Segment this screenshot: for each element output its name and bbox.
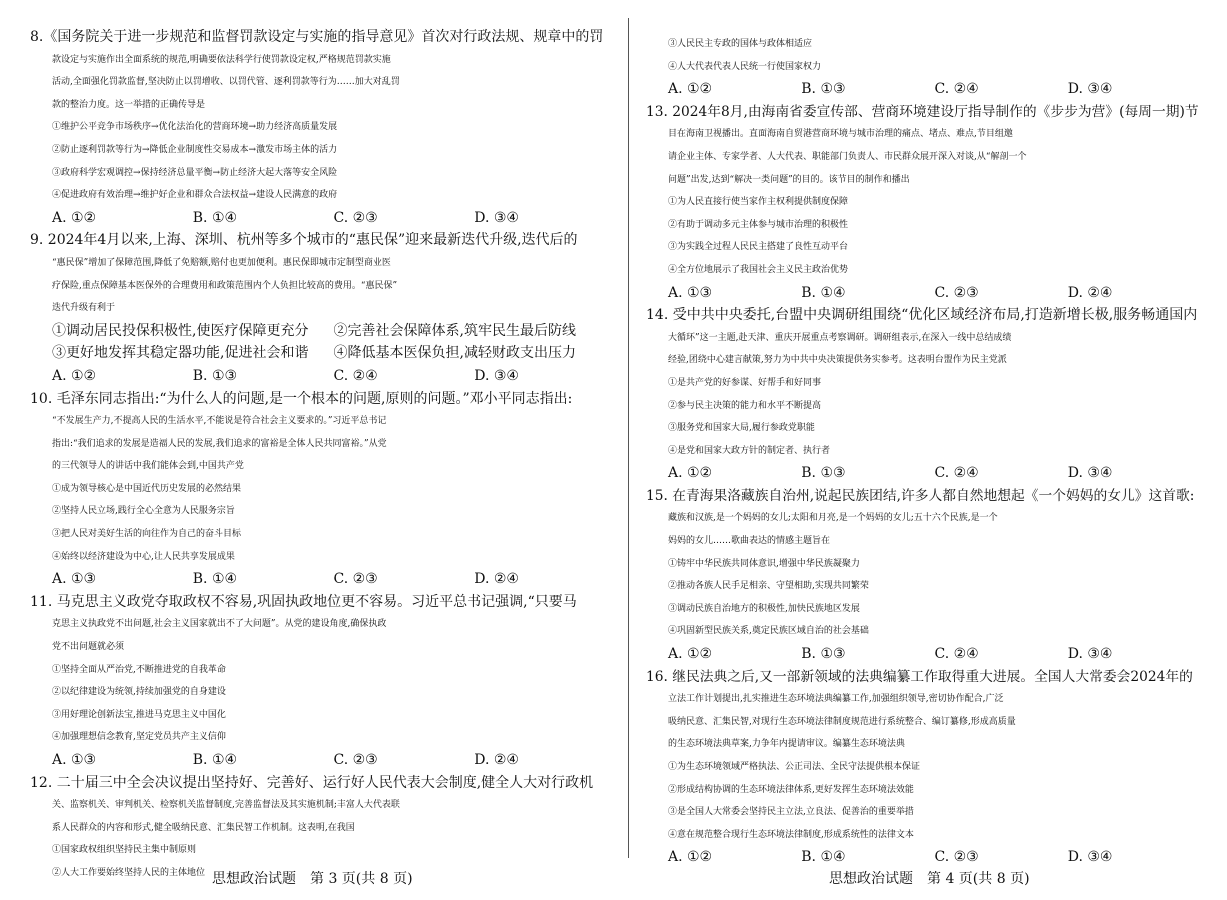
question-stem-line: 经验,团绕中心建言献策,努力为中共中央决策提供务实参考。这表明台盟作为民主党派	[668, 355, 1007, 366]
statement-item: ④促进政府有效治理→维护好企业和群众合法权益→建设人民满意的政府	[52, 190, 338, 201]
question-stem-line: “惠民保”增加了保障范围,降低了免赔额,赔付也更加便利。惠民保即城市定制型商业医	[52, 257, 391, 268]
answer-option: B. ①③	[801, 81, 846, 98]
answer-option: A. ①②	[52, 367, 97, 384]
statement-pair-row	[30, 320, 615, 343]
answer-option: B. ①④	[192, 752, 238, 768]
statement-item: ③用好理论创新法宝,推进马克思主义中国化	[52, 709, 226, 720]
answer-option: D. ③④	[1067, 646, 1113, 663]
answer-option: D. ③④	[474, 209, 519, 226]
statement-item: ④人大代表代表人民统一行使国家权力	[668, 61, 822, 72]
question-stem-line: 15. 在青海果洛藏族自治州,说起民族团结,许多人都自然地想起《一个妈妈的女儿》这首歌:	[646, 487, 1195, 504]
statement-item: ②以纪律建设为统领,持续加强党的自身建设	[52, 687, 226, 698]
right-page	[646, 33, 1201, 869]
statement-item: ③人民民主专政的国体与政体相适应	[668, 39, 813, 49]
answer-option: C. ②③	[333, 571, 378, 588]
answer-option: C. ②④	[934, 465, 979, 482]
right-page-footer: 思想政治试题 第 4 页(共 8 页)	[829, 871, 1030, 887]
question-stem-line: 13. 2024年8月,由海南省委宣传部、营商环境建设厅指导制作的《步步为营》(每周一期)节	[646, 103, 1199, 120]
statement-item: ④全方位地展示了我国社会主义民主政治优势	[668, 264, 849, 275]
statement-item: ②人大工作要始终坚持人民的主体地位	[52, 867, 206, 878]
statement-item: ②有助于调动多元主体参与城市治理的积极性	[668, 219, 849, 230]
answer-options	[646, 282, 1201, 305]
answer-option: A. ①③	[52, 752, 97, 768]
statement-item: ②防止逐利罚款等行为→降低企业制度性交易成本→激发市场主体的活力	[52, 144, 338, 155]
question-block	[646, 485, 1201, 666]
question-block	[30, 26, 615, 229]
answer-options	[30, 365, 615, 388]
answer-option: D. ③④	[1067, 465, 1113, 482]
question-stem-line: 11. 马克思主义政党夺取政权不容易,巩固执政地位更不容易。习近平总书记强调,“只要马	[30, 593, 577, 610]
answer-options	[30, 749, 615, 772]
statement-item: ③调动民族自治地方的积极性,加快民族地区发展	[668, 603, 860, 614]
statement-item: ④降低基本医保负担,减轻财政支出压力	[333, 345, 576, 362]
answer-option: B. ①④	[801, 284, 846, 301]
statement-item: ②完善社会保障体系,筑牢民生最后防线	[333, 322, 576, 339]
question-stem-line: 吸纳民意、汇集民智,对现行生态环境法律制度规范进行系统整合、编订纂修,形成高质量	[668, 716, 1016, 727]
answer-option: D. ③④	[1067, 849, 1113, 866]
statement-item: ④始终以经济建设为中心,让人民共享发展成果	[52, 551, 235, 562]
question-stem-line: 党不出问题就必须	[52, 642, 125, 653]
question-stem-line: 立法工作计划提出,扎实推进生态环境法典编纂工作,加强组织领导,密切协作配合,广泛	[668, 694, 1004, 705]
question-stem-line: 的生态环境法典草案,力争年内提请审议。编纂生态环境法典	[668, 739, 905, 750]
question-block	[646, 101, 1201, 304]
statement-pair-row	[30, 342, 615, 365]
statement-item: ④加强理想信念教育,坚定党员共产主义信仰	[52, 732, 226, 743]
question-stem-line: 10. 毛泽东同志指出:“为什么人的问题,是一个根本的问题,原则的问题。”邓小平同志指出:	[30, 390, 573, 407]
question-stem-line: 目在海南卫视播出。直面海南自贸港营商环境与城市治理的痛点、堵点、难点,节目组邀	[668, 129, 1013, 140]
question-stem-line: 款设定与实施作出全面系统的规范,明确要依法科学行使罚款设定权,严格规范罚款实施	[52, 54, 391, 65]
question-stem-line: 9. 2024年4月以来,上海、深圳、杭州等多个城市的“惠民保”迎来最新迭代升级,迭代后的	[30, 232, 578, 249]
answer-option: C. ②④	[934, 81, 979, 98]
question-stem-line: 克思主义执政党不出问题,社会主义国家就出不了大问题”。从党的建设角度,确保执政	[52, 619, 387, 630]
answer-option: A. ①②	[52, 209, 97, 226]
question-stem-line: 14. 受中共中央委托,台盟中央调研组围绕“优化区域经济布局,打造新增长极,服务畅通国内	[646, 307, 1198, 324]
question-stem-line: 妈妈的女儿……歌曲表达的情感主题旨在	[668, 536, 831, 547]
answer-option: B. ①④	[192, 209, 238, 226]
statement-item: ①调动居民投保积极性,使医疗保障更充分	[52, 322, 309, 339]
statement-item: ①成为领导核心是中国近代历史发展的必然结果	[52, 483, 242, 494]
page-divider	[628, 18, 629, 858]
question-stem-line: 16. 继民法典之后,又一部新领域的法典编纂工作取得重大进展。全国人大常委会2024年的	[646, 668, 1193, 685]
question-block	[30, 229, 615, 387]
answer-option: C. ②④	[934, 646, 979, 663]
answer-option: A. ①②	[668, 646, 713, 663]
statement-item: ①国家政权组织坚持民主集中制原则	[52, 845, 197, 856]
statement-item: ①坚持全面从严治党,不断推进党的自我革命	[52, 664, 226, 675]
statement-item: ④是党和国家大政方针的制定者、执行者	[668, 445, 831, 456]
answer-options	[30, 568, 615, 591]
question-stem-line: 疗保险,重点保障基本医保外的合理费用和政策范围内个人负担比较高的费用。“惠民保”	[52, 280, 398, 291]
question-stem-line: 指出:“我们追求的发展是造福人民的发展,我们追求的富裕是全体人民共同富裕。”从党	[52, 438, 387, 449]
answer-option: B. ①③	[192, 367, 238, 384]
statement-item: ④意在规范整合现行生态环境法律制度,形成系统性的法律文本	[668, 829, 914, 840]
statement-item: ②坚持人民立场,践行全心全意为人民服务宗旨	[52, 506, 235, 517]
answer-option: C. ②④	[333, 367, 378, 384]
question-stem-line: 12. 二十届三中全会决议提出坚持好、完善好、运行好人民代表大会制度,健全人大对行政机	[30, 774, 594, 791]
answer-option: A. ①③	[52, 571, 97, 588]
answer-option: B. ①④	[192, 571, 238, 588]
question-stem-line: 关、监察机关、审判机关、检察机关监督制度,完善监督法及其实施机制;丰富人大代表联	[52, 800, 400, 811]
question-stem-line: 款的整治力度。这一举措的正确传导是	[52, 99, 206, 110]
answer-option: A. ①③	[668, 284, 713, 301]
statement-item: ②推动各族人民手足相亲、守望相助,实现共同繁荣	[668, 581, 869, 592]
answer-option: A. ①②	[668, 465, 713, 482]
question-block	[646, 666, 1201, 869]
question-stem-line: “不发展生产力,不提高人民的生活水平,不能说是符合社会主义要求的。”习近平总书记	[52, 416, 387, 427]
left-page	[30, 26, 615, 885]
answer-option: B. ①③	[801, 465, 846, 482]
statement-item: ②形成结构协调的生态环境法律体系,更好发挥生态环境法效能	[668, 784, 914, 795]
statement-item: ①为人民直接行使当家作主权利提供制度保障	[668, 197, 849, 208]
answer-options	[30, 207, 615, 230]
statement-item: ①为生态环境领域严格执法、公正司法、全民守法提供根本保证	[668, 762, 921, 772]
statement-item: ③政府科学宏观调控→保持经济总量平衡→防止经济大起大落等安全风险	[52, 167, 338, 178]
statement-item: ③是全国人大常委会坚持民主立法,立良法、促善治的重要举措	[668, 807, 914, 818]
statement-item: ①铸牢中华民族共同体意识,增强中华民族凝聚力	[668, 558, 860, 569]
answer-option: C. ②③	[934, 849, 979, 866]
question-block	[646, 304, 1201, 485]
left-page-footer: 思想政治试题 第 3 页(共 8 页)	[212, 871, 413, 887]
statement-item: ①是共产党的好参谋、好帮手和好同事	[668, 377, 822, 388]
question-stem-line: 的三代领导人的讲话中我们能体会到,中国共产党	[52, 461, 244, 472]
statement-item: ③把人民对美好生活的向往作为自己的奋斗目标	[52, 529, 242, 540]
answer-option: A. ①②	[668, 849, 713, 866]
answer-option: D. ②④	[1067, 284, 1113, 301]
answer-option: D. ③④	[474, 367, 519, 384]
answer-option: B. ①③	[801, 646, 846, 663]
question-block	[646, 33, 1201, 101]
statement-item: ①维护公平竞争市场秩序→优化法治化的营商环境→助力经济高质量发展	[52, 122, 338, 133]
answer-options	[646, 643, 1201, 666]
statement-item: ④巩固新型民族关系,奠定民族区域自治的社会基础	[668, 626, 869, 637]
statement-item: ③为实践全过程人民民主搭建了良性互动平台	[668, 242, 849, 253]
question-stem-line: 藏族和汉族,是一个妈妈的女儿;太阳和月亮,是一个妈妈的女儿;五十六个民族,是一个	[668, 513, 998, 524]
answer-option: C. ②③	[333, 752, 378, 768]
answer-option: D. ③④	[1067, 81, 1113, 98]
question-stem-line: 大循环”这一主题,赴天津、重庆开展重点考察调研。调研组表示,在深入一线中总结成绩	[668, 332, 1012, 343]
answer-option: C. ②③	[333, 209, 378, 226]
question-stem-line: 问题”出发,达到“解决一类问题”的目的。该节目的制作和播出	[668, 174, 910, 185]
statement-item: ③更好地发挥其稳定器功能,促进社会和谐	[52, 345, 309, 362]
question-block	[30, 388, 615, 591]
answer-option: D. ②④	[474, 571, 519, 588]
question-stem-line: 8.《国务院关于进一步规范和监督罚款设定与实施的指导意见》首次对行政法规、规章中的罚	[30, 29, 604, 45]
question-block	[30, 591, 615, 772]
answer-options	[646, 846, 1201, 869]
answer-option: B. ①④	[801, 849, 846, 866]
answer-options	[646, 78, 1201, 101]
question-stem-line: 请企业主体、专家学者、人大代表、职能部门负责人、市民群众展开深入对谈,从“解剖一个	[668, 151, 1027, 162]
question-stem-line: 活动,全面强化罚款监督,坚决防止以罚增收、以罚代管、逐利罚款等行为……加大对乱罚	[52, 77, 400, 88]
answer-options	[646, 462, 1201, 485]
answer-option: A. ①②	[668, 81, 713, 98]
answer-option: D. ②④	[474, 752, 519, 768]
answer-option: C. ②③	[934, 284, 979, 301]
statement-item: ②参与民主决策的能力和水平不断提高	[668, 400, 822, 411]
question-stem-line: 系人民群众的内容和形式,健全吸纳民意、汇集民智工作机制。这表明,在我国	[52, 822, 355, 833]
question-stem-line: 迭代升级有利于	[52, 303, 116, 314]
statement-item: ③服务党和国家大局,履行参政党职能	[668, 423, 815, 434]
